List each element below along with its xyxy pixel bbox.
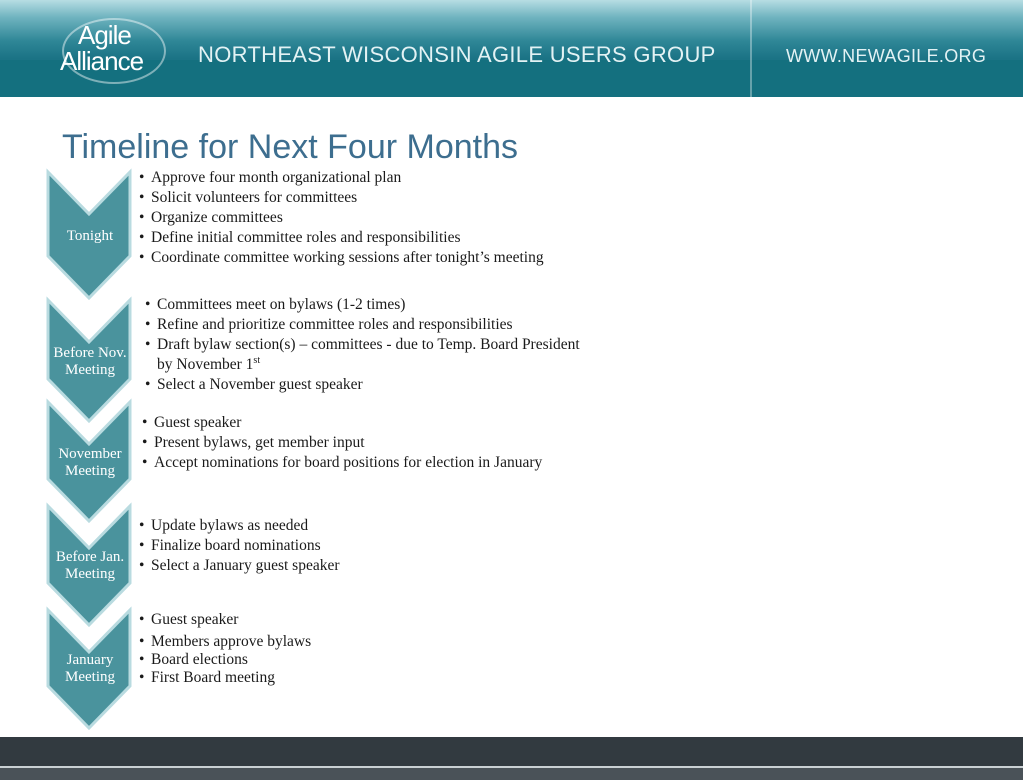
website-url: WWW.NEWAGILE.ORG [786, 46, 987, 66]
list-item: • Guest speaker [139, 610, 311, 630]
list-item: • Select a November guest speaker [145, 375, 580, 395]
bullet-list-tonight [139, 168, 544, 268]
chevron-label-line: Before Jan. [55, 549, 125, 565]
list-item-text: Draft bylaw section(s) – committees - due to Temp. Board President [157, 336, 580, 353]
chevron-label-line: Meeting [65, 463, 115, 479]
list-item: • Present bylaws, get member input [142, 433, 542, 453]
list-item: • Select a January guest speaker [139, 556, 340, 576]
bullet-list-november [142, 413, 542, 473]
list-item: • First Board meeting [139, 669, 311, 687]
chevron-label-tonight [46, 228, 134, 245]
list-item: • Define initial committee roles and responsibilities [139, 228, 544, 248]
list-item: • Accept nominations for board positions for election in January [142, 453, 542, 473]
list-item: • Update bylaws as needed [139, 516, 340, 536]
chevron-label-line: November [58, 446, 122, 462]
list-item: • Solicit volunteers for committees [139, 188, 544, 208]
logo-text-alliance: Alliance [60, 46, 144, 76]
list-item: • Organize committees [139, 208, 544, 228]
chevron-label-january [46, 652, 134, 686]
bullet-list-before-nov [145, 295, 580, 395]
group-name: NORTHEAST WISCONSIN AGILE USERS GROUP [198, 42, 716, 67]
list-item: • Committees meet on bylaws (1-2 times) [145, 295, 580, 315]
bullet-list-january [139, 610, 311, 687]
chevron-label-line: Tonight [66, 228, 114, 244]
slide-title: Timeline for Next Four Months [62, 128, 518, 166]
chevron-label-november [46, 446, 134, 480]
logo-text-agile: Agile [78, 20, 131, 50]
chevron-label-line: January [66, 652, 114, 668]
list-item: • Guest speaker [142, 413, 542, 433]
list-item: • Coordinate committee working sessions after tonight’s meeting [139, 248, 544, 268]
chevron-label-line: Meeting [65, 362, 115, 378]
footer-bottom-strip [0, 768, 1023, 780]
list-item: • Finalize board nominations [139, 536, 340, 556]
chevron-label-line: Before Nov. [53, 345, 127, 361]
list-item: • Board elections [139, 651, 311, 669]
chevron-label-line: Meeting [65, 566, 115, 582]
list-item: • Refine and prioritize committee roles and responsibilities [145, 315, 580, 335]
list-item-continuation: by November 1 [157, 356, 254, 373]
superscript: st [253, 354, 261, 366]
list-item [145, 335, 580, 375]
list-item: • Members approve bylaws [139, 632, 311, 651]
bullet-list-before-jan [139, 516, 340, 576]
chevron-label-line: Meeting [65, 669, 115, 685]
chevron-label-before-jan [46, 549, 134, 583]
list-item: • Approve four month organizational plan [139, 168, 544, 188]
chevron-label-before-nov [46, 345, 134, 379]
